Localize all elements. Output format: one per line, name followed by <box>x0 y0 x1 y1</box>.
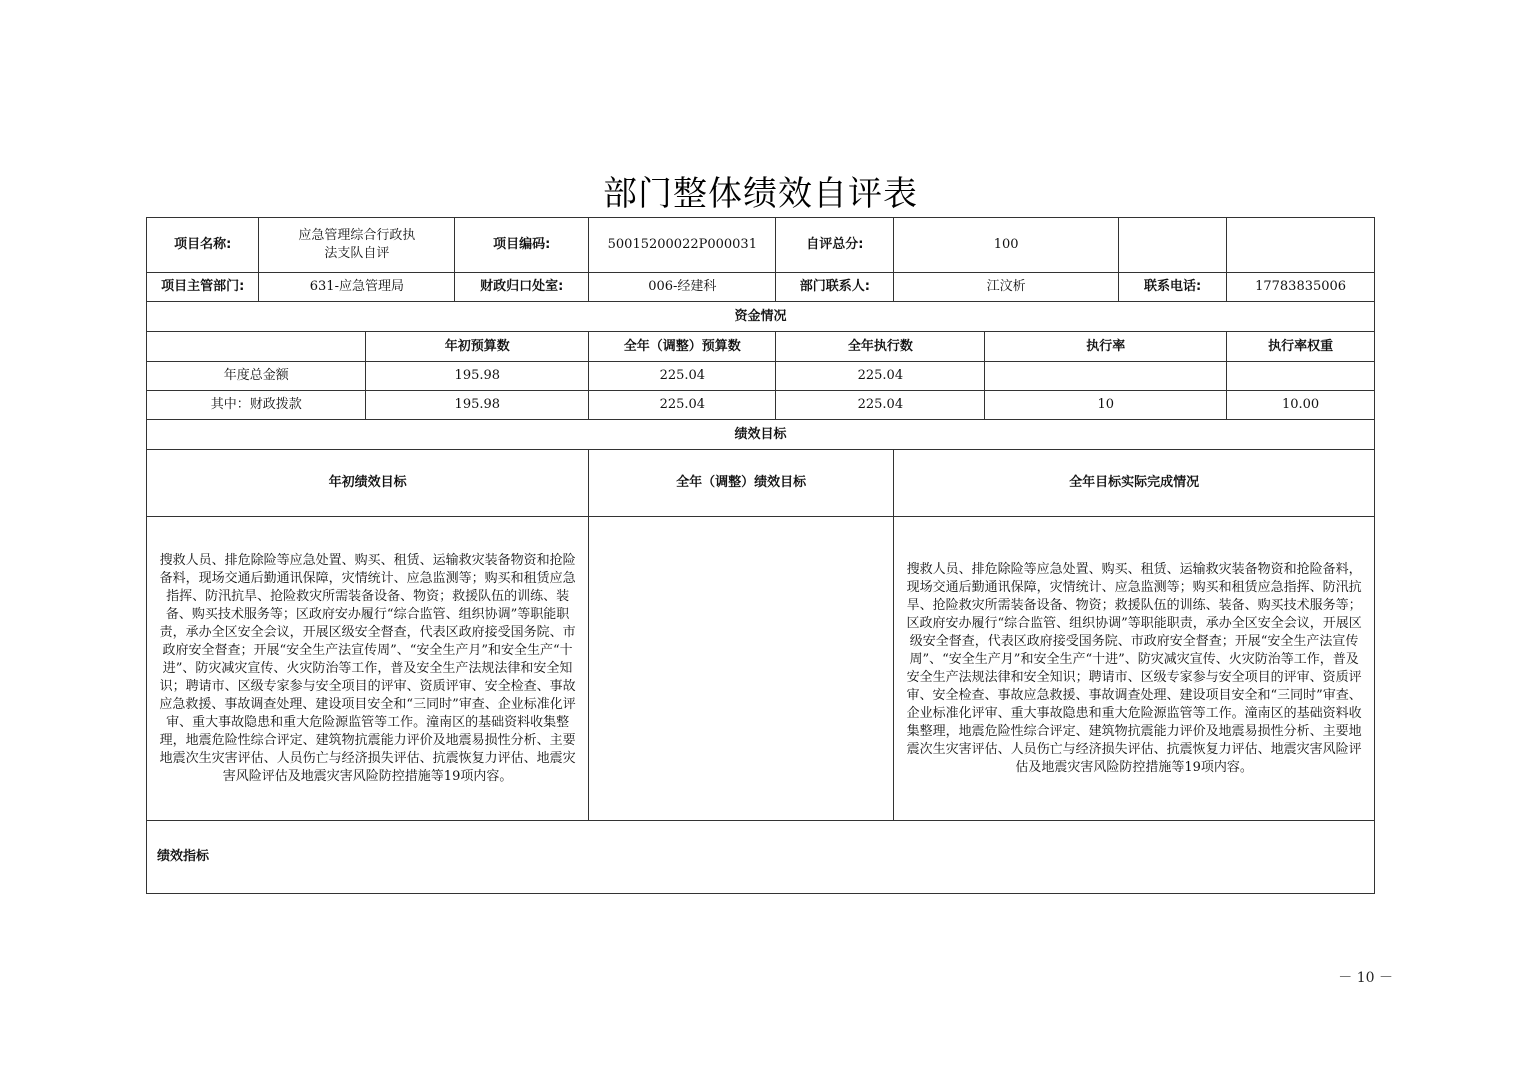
rate-cell: 10 <box>985 391 1227 420</box>
project-code-label: 项目编码: <box>455 218 589 273</box>
funds-header-row <box>147 332 1375 362</box>
header-row-2 <box>147 273 1375 302</box>
empty-cell <box>147 332 366 362</box>
initial-goal-text: 搜救人员、排危除险等应急处置、购买、租赁、运输救灾装备物资和抢险备料，现场交通后勤通讯保障，灾情统计、应急监测等；购买和租赁应急指挥、防汛抗旱、抢险救灾所需装备设备、物资；救援队伍的训练、装备、购买技术服务等；区政府安办履行“综合监管、组织协调”等职能职责，承办全区安全会议，开展区级安全督查，代表区政府接受国务院、市政府安全督查；开展“安全生产法宣传周”、“安全生产月”和安全生产“十进”、防灾减灾宣传、火灾防治等工作，普及安全生产法规法律和安全知识；聘请市、区级专家参与安全项目的评审、资质评审、安全检查、事故应急救援、事故调查处理、建设项目安全和“三同时”审查、企业标准化评审、重大事故隐患和重大危险源监管等工作。潼南区的基础资料收集整理，地震危险性综合评定、建筑物抗震能力评价及地震易损性分析、主要地震次生灾害评估、人员伤亡与经济损失评估、抗震恢复力评估、地震灾害风险评估及地震灾害风险防控措施等19项内容。 <box>147 517 589 821</box>
goals-section-row <box>147 420 1375 450</box>
total-score-value: 100 <box>894 218 1119 273</box>
project-name-label: 项目名称: <box>147 218 259 273</box>
col-rate: 执行率 <box>985 332 1227 362</box>
page-number: － 10 － <box>1338 970 1393 986</box>
row-label: 其中：财政拨款 <box>147 391 366 420</box>
contact-value: 江汶析 <box>894 273 1119 302</box>
adjusted-goal-text <box>589 517 894 821</box>
col-actual-result: 全年目标实际完成情况 <box>894 450 1375 517</box>
goals-content-row <box>147 517 1375 821</box>
phone-label: 联系电话: <box>1119 273 1227 302</box>
empty-cell <box>1119 218 1227 273</box>
page-title: 部门整体绩效自评表 <box>603 174 918 214</box>
col-adjusted-budget: 全年（调整）预算数 <box>589 332 776 362</box>
col-initial-budget: 年初预算数 <box>366 332 589 362</box>
col-initial-goal: 年初绩效目标 <box>147 450 589 517</box>
col-weight: 执行率权重 <box>1227 332 1375 362</box>
goals-section-title: 绩效目标 <box>147 420 1375 450</box>
finance-office-label: 财政归口处室: <box>455 273 589 302</box>
phone-value: 17783835006 <box>1227 273 1375 302</box>
actual-result-text: 搜救人员、排危除险等应急处置、购买、租赁、运输救灾装备物资和抢险备料，现场交通后勤通讯保障，灾情统计、应急监测等；购买和租赁应急指挥、防汛抗旱、抢险救灾所需装备设备、物资；救援队伍的训练、装备、购买技术服务等；区政府安办履行“综合监管、组织协调”等职能职责，承办全区安全会议，开展区级安全督查，代表区政府接受国务院、市政府安全督查；开展“安全生产法宣传周”、“安全生产月”和安全生产“十进”、防灾减灾宣传、火灾防治等工作，普及安全生产法规法律和安全知识；聘请市、区级专家参与安全项目的评审、资质评审、安全检查、事故应急救援、事故调查处理、建设项目安全和“三同时”审查、企业标准化评审、重大事故隐患和重大危险源监管等工作。潼南区的基础资料收集整理，地震危险性综合评定、建筑物抗震能力评价及地震易损性分析、主要地震次生灾害评估、人员伤亡与经济损失评估、抗震恢复力评估、地震灾害风险评估及地震灾害风险防控措施等19项内容。 <box>894 517 1375 821</box>
dept-value: 631-应急管理局 <box>259 273 455 302</box>
row-label: 年度总金额 <box>147 362 366 391</box>
goals-header-row <box>147 450 1375 517</box>
initial-budget-cell: 195.98 <box>366 391 589 420</box>
initial-budget-cell: 195.98 <box>366 362 589 391</box>
project-name-value: 应急管理综合行政执法支队自评 <box>259 218 455 273</box>
contact-label: 部门联系人: <box>776 273 894 302</box>
header-row-1 <box>147 218 1375 273</box>
indicators-label: 绩效指标 <box>147 821 1375 894</box>
col-adjusted-goal: 全年（调整）绩效目标 <box>589 450 894 517</box>
performance-table <box>146 217 1375 894</box>
table-row <box>147 362 1375 391</box>
project-code-value: 50015200022P000031 <box>589 218 776 273</box>
weight-cell <box>1227 362 1375 391</box>
adjusted-budget-cell: 225.04 <box>589 362 776 391</box>
rate-cell <box>985 362 1227 391</box>
executed-cell: 225.04 <box>776 391 985 420</box>
total-score-label: 自评总分: <box>776 218 894 273</box>
adjusted-budget-cell: 225.04 <box>589 391 776 420</box>
funds-section-row <box>147 302 1375 332</box>
weight-cell: 10.00 <box>1227 391 1375 420</box>
table-row <box>147 391 1375 420</box>
col-executed: 全年执行数 <box>776 332 985 362</box>
funds-section-title: 资金情况 <box>147 302 1375 332</box>
indicators-row <box>147 821 1375 894</box>
empty-cell <box>1227 218 1375 273</box>
dept-label: 项目主管部门: <box>147 273 259 302</box>
finance-office-value: 006-经建科 <box>589 273 776 302</box>
executed-cell: 225.04 <box>776 362 985 391</box>
